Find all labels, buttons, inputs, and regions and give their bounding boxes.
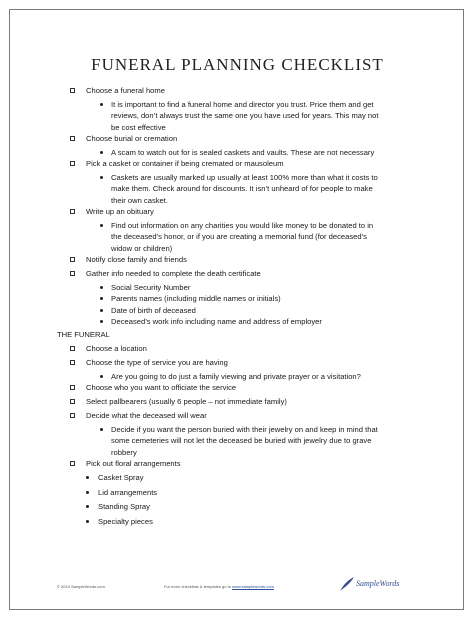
item-text: Deceased’s work info including name and address of employer: [111, 317, 322, 326]
item-text: their own casket.: [111, 195, 168, 205]
item-text: be cost effective: [111, 122, 166, 132]
item-text: Decide what the deceased will wear: [86, 411, 207, 420]
bullet-icon: [86, 476, 89, 479]
bullet-icon: [100, 309, 103, 312]
item-text: A scam to watch out for is sealed caskets and vaults. These are not necessary: [111, 147, 375, 157]
item-text: make them. Check around for discounts. It isn’t unheard of for people to make: [111, 184, 373, 194]
item-text: the deceased’s honor, or if you are creating a memorial fund (for deceased’s: [111, 232, 367, 242]
item-text: Lid arrangements: [98, 487, 158, 497]
item-text: Choose the type of service you are having: [86, 358, 228, 368]
checkbox[interactable]: [70, 161, 75, 166]
item-text: Select pallbearers (usually 6 people – not immediate family): [86, 397, 287, 407]
item-text: Date of birth of deceased: [111, 305, 196, 315]
bullet-icon: [100, 286, 103, 289]
checkbox[interactable]: [70, 209, 75, 214]
bullet-icon: [100, 103, 103, 106]
bullet-icon: [86, 491, 89, 494]
samplewords-logo: [338, 576, 418, 592]
item-text: some cemeteries will not let the deceased be buried with jewelry due to grave: [111, 436, 372, 446]
item-text: Notify close family and friends: [86, 255, 187, 265]
item-text: Casket Spray: [98, 472, 144, 482]
checkbox[interactable]: [70, 271, 75, 276]
logo-text: SampleWords: [356, 579, 400, 588]
bullet-icon: [100, 151, 103, 154]
item-text: Pick out floral arrangements: [86, 459, 181, 468]
item-text: widow or children): [111, 243, 173, 253]
checkbox[interactable]: [70, 346, 75, 351]
bullet-icon: [100, 375, 103, 378]
checkbox[interactable]: [70, 136, 75, 141]
item-text: reviews, don’t always trust the same one you have used for years. This may not: [111, 111, 379, 121]
item-text: THE FUNERAL: [57, 330, 110, 340]
item-text: Choose a location: [86, 344, 147, 354]
item-text: It is important to find a funeral home and director you trust. Price them and get: [111, 99, 374, 109]
item-text: Caskets are usually marked up usually at least 100% more than what it costs to: [111, 173, 378, 182]
checkbox[interactable]: [70, 257, 75, 262]
checkbox[interactable]: [70, 399, 75, 404]
footer-note-text: For more checklists & templates go to: [164, 584, 231, 589]
checkbox[interactable]: [70, 88, 75, 93]
item-text: robbery: [111, 447, 137, 457]
checkbox[interactable]: [70, 385, 75, 390]
checkbox[interactable]: [70, 413, 75, 418]
footer-link[interactable]: www.samplewords.com: [232, 584, 274, 589]
item-text: Social Security Number: [111, 282, 191, 292]
checkbox[interactable]: [70, 461, 75, 466]
checkbox[interactable]: [70, 360, 75, 365]
quill-icon: [338, 576, 356, 592]
item-text: Specialty pieces: [98, 517, 153, 527]
item-text: Find out information on any charities you would like money to be donated to in: [111, 221, 374, 230]
item-text: Decide if you want the person buried with their jewelry on and keep in mind that: [111, 424, 378, 434]
item-text: Choose a funeral home: [86, 86, 165, 95]
bullet-icon: [100, 320, 103, 323]
footer-note: [164, 584, 274, 589]
page-title: FUNERAL PLANNING CHECKLIST: [91, 55, 384, 74]
item-text: Parents names (including middle names or initials): [111, 294, 281, 304]
item-text: Gather info needed to complete the death certificate: [86, 269, 261, 278]
item-text: Standing Spray: [98, 502, 150, 512]
item-text: Choose who you want to officiate the service: [86, 383, 237, 393]
bullet-icon: [100, 224, 103, 227]
item-text: Are you going to do just a family viewing and private prayer or a visitation?: [111, 372, 361, 381]
item-text: Write up an obituary: [86, 207, 154, 217]
bullet-icon: [100, 428, 103, 431]
item-text: Choose burial or cremation: [86, 134, 178, 143]
bullet-icon: [100, 176, 103, 179]
footer-copyright: © 2010 SampleWords.com: [57, 584, 105, 589]
item-text: Pick a casket or container if being cremated or mausoleum: [86, 159, 284, 169]
